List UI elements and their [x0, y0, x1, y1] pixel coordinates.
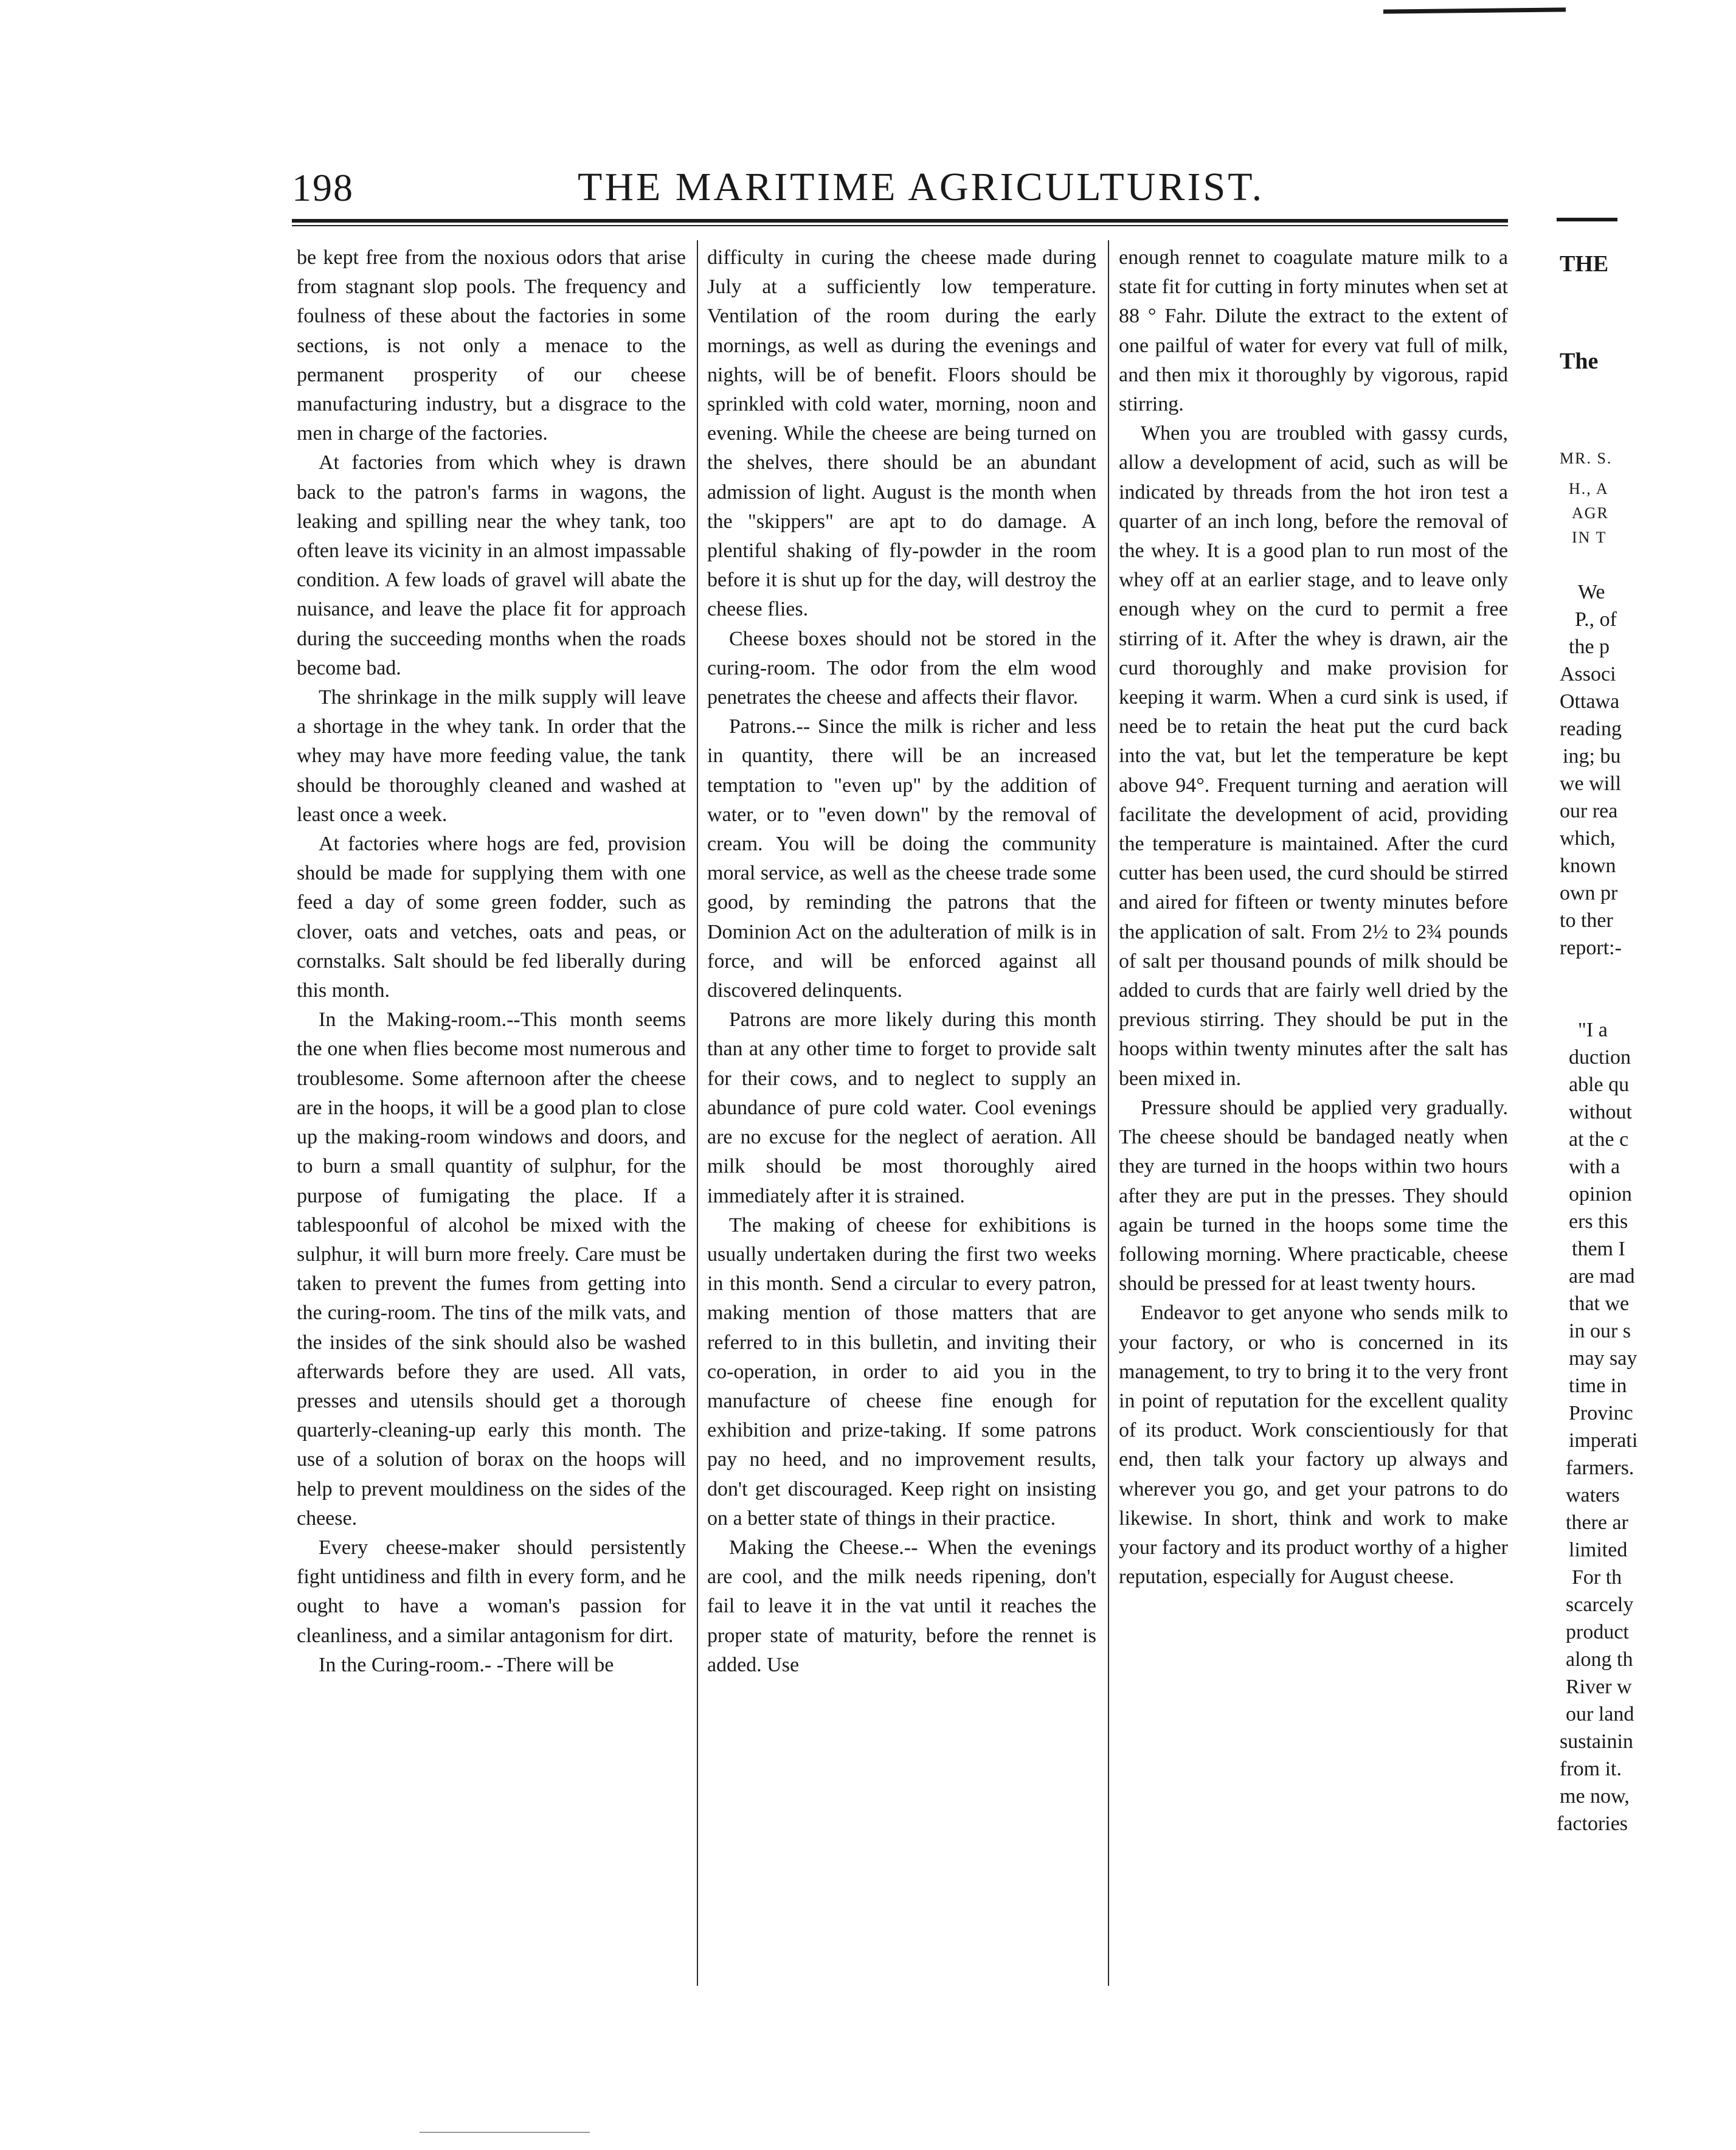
article-column-2 [707, 243, 1096, 1680]
adjacent-page-text-line: scarcely [1566, 1593, 1634, 1616]
adjacent-page-text-line: We [1578, 581, 1605, 603]
bottom-scan-mark [420, 2132, 590, 2133]
adjacent-page-text-line: waters [1566, 1484, 1620, 1507]
paragraph: The making of cheese for exhibitions is usually undertaken during the first two weeks in this month. Send a circular to every patron, making mention of those matters that are referred to in this bulletin, and inviting their co-operation, in order to aid you in the manufacture of cheese fine enough for exhibition and prize-taking. If some patrons pay no heed, and no improvement results, don't get discouraged. Keep right on insisting on a better state of things in their practice. [707, 1213, 1096, 1530]
adjacent-page-text-line: ers this [1569, 1210, 1628, 1233]
paragraph: At factories where hogs are fed, provision should be made for supplying them with one feed a day of some green fodder, such as clover, oats and vetches, oats and peas, or cornstalks. Salt should be fed liberally during this month. [297, 833, 686, 1002]
paragraph: When you are troubled with gassy curds, allow a development of acid, such as will be indicated by threads from the hot iron test a quarter of an inch long, before the removal of the whey. It is a good plan to run most of the whey off at an earlier stage, and to leave only enough whey on the curd to permit a free stirring of it. After the whey is drawn, air the curd thoroughly and make provision for keeping it warm. When a curd sink is used, if need be to retain the heat put the curd back into the vat, but let the temperature be kept above 94°. Frequent turning and aeration will facilitate the development of acid, providing the temperature is maintained. After the curd cutter has been used, the curd should be stirred and aired for fifteen or twenty minutes before the application of salt. From 2½ to 2¾ pounds of salt per thousand pounds of milk should be added to curds that are fairly well dried by the previous stirring. They should be put in the hoops within twenty minutes after the salt has been mixed in. [1119, 422, 1508, 1090]
adjacent-page-text-line: Ottawa [1560, 690, 1620, 713]
header-rule [292, 219, 1508, 223]
adjacent-page-text-line: reading [1560, 718, 1622, 740]
adjacent-page-text-line: known [1560, 855, 1616, 877]
paragraph: Pressure should be applied very gradually. The cheese should be bandaged neatly when they are turned in the hoops within two hours after they are put in the presses. They should again be turned in the hoops some time the following morning. Where practicable, cheese should be pressed for at least twenty hours. [1119, 1096, 1508, 1295]
column-divider [1108, 240, 1109, 1986]
adjacent-page-text-line: H., A [1569, 480, 1609, 498]
adjacent-page-text-line: "I a [1578, 1019, 1608, 1041]
paragraph: In the Curing-room.- -There will be [319, 1653, 614, 1676]
adjacent-page-text-line: able qu [1569, 1073, 1630, 1096]
adjacent-page-text-line: are mad [1569, 1265, 1635, 1288]
adjacent-page-text-line: which, [1560, 827, 1616, 850]
adjacent-page-text-line: there ar [1566, 1511, 1628, 1534]
adjacent-page-text-line: imperati [1569, 1429, 1638, 1452]
paragraph: Every cheese-maker should persistently fight untidiness and filth in every form, and he ought to have a woman's passion for cleanliness, and a similar antagonism for dirt. [297, 1536, 686, 1647]
adjacent-page-text-line: to ther [1560, 909, 1613, 932]
paragraph: In the Making-room.--This month seems the one when flies become most numerous and troublesome. Some afternoon after the cheese are in the hoops, it will be a good plan to close up the making-room windows and doors, and to burn a small quantity of sulphur, for the purpose of fumigating the place. If a tablespoonful of alcohol be mixed with the sulphur, it will burn more freely. Care must be taken to prevent the fumes from getting into the curing-room. The tins of the milk vats, and the insides of the sink should also be washed afterwards before they are used. All vats, presses and utensils should get a thorough quarterly-cleaning-up early this month. The use of a solution of borax on the hoops will help to prevent mouldiness on the sides of the cheese. [297, 1008, 686, 1530]
article-column-3 [1119, 243, 1508, 1592]
adjacent-page-text-line: River w [1566, 1676, 1632, 1698]
paragraph: Patrons.-- Since the milk is richer and less in quantity, there will be an increased temptation to "even up" by the addition of water, or to "even down" by the removal of cream. You will be doing the community moral service, as well as the cheese trade some good, by reminding the patrons that the Dominion Act on the adulteration of milk is in force, and will be enforced against all discovered delinquents. [707, 715, 1096, 1002]
adjacent-page-text-line: THE [1560, 251, 1609, 277]
header-rule-thin [292, 225, 1508, 226]
adjacent-page-text-line: may say [1569, 1347, 1637, 1370]
adjacent-page-text-line: the p [1569, 636, 1610, 658]
adjacent-page-text-line: IN T [1572, 529, 1607, 546]
page-number: 198 [292, 166, 354, 209]
adjacent-page-text-line: MR. S. [1560, 449, 1613, 467]
adjacent-page-text-line: we will [1560, 772, 1622, 795]
adjacent-page-text-line: sustainin [1560, 1730, 1633, 1753]
adjacent-page-text-line: at the c [1569, 1128, 1629, 1151]
adjacent-page-text-line: P., of [1575, 608, 1617, 631]
adjacent-page-text-line: them I [1572, 1238, 1625, 1260]
adjacent-page-text-line: without [1569, 1101, 1632, 1123]
top-edge-rule [1383, 7, 1566, 13]
adjacent-page-text-line: report:- [1560, 937, 1622, 959]
adjacent-page-fragment [1554, 219, 1736, 2104]
adjacent-page-text-line: opinion [1569, 1183, 1632, 1205]
adjacent-page-text-line: AGR [1572, 504, 1609, 522]
paragraph: Patrons are more likely during this month than at any other time to forget to provide salt for their cows, and to neglect to supply an abundance of pure cold water. Cool evenings are no excuse for the neglect of aeration. All milk should be most thoroughly aired immediately after it is strained. [707, 1008, 1096, 1207]
adjacent-page-text-line: along th [1566, 1648, 1633, 1671]
adjacent-page-text-line: ing; bu [1563, 745, 1621, 768]
adjacent-page-text-line: from it. [1560, 1758, 1622, 1780]
adjacent-page-text-line: our rea [1560, 800, 1618, 822]
adjacent-page-text-line: Provinc [1569, 1402, 1633, 1424]
adjacent-page-text-line: For th [1572, 1566, 1622, 1589]
adjacent-page-text-line: limited [1569, 1539, 1628, 1561]
adjacent-page-text-line: factories [1557, 1812, 1628, 1835]
adjacent-page-text-line: in our s [1569, 1320, 1631, 1342]
paragraph: Endeavor to get anyone who sends milk to your factory, or who is concerned in its management, to try to bring it to the very front in point of reputation for the excellent quality of its product. Work conscientiously for that end, then talk your factory up always and wherever you go, and get your patrons to do likewise. In short, think and work to make your factory and its product worthy of a higher reputation, especially for August cheese. [1119, 1302, 1508, 1589]
adjacent-page-text-line: Associ [1560, 663, 1616, 685]
adjacent-page-text-line: The [1560, 349, 1599, 374]
article-column-1 [297, 243, 686, 1680]
paragraph: difficulty in curing the cheese made during July at a sufficiently low temperature. Ventilation of the room during the early mornings, as well as during the evenings and nights, will be of benefit. Floors should be sprinkled with cold water, morning, noon and evening. While the cheese are being turned on the shelves, there should be an abundant admission of light. August is the month when the "skippers" are apt to do damage. A plentiful shaking of fly-powder in the room before it is shut up for the day, will destroy the cheese flies. [707, 246, 1096, 621]
paragraph: Making the Cheese.-- When the evenings are cool, and the milk needs ripening, don't fail to leave it in the vat until it reaches the proper state of maturity, before the rennet is added. Use [707, 1536, 1096, 1676]
adjacent-page-text-line: farmers. [1566, 1457, 1634, 1479]
adjacent-page-text-line: own pr [1560, 882, 1618, 904]
adjacent-page-text-line: our land [1566, 1703, 1634, 1725]
adjacent-page-text-line: product [1566, 1621, 1629, 1643]
paragraph: be kept free from the noxious odors that arise from stagnant slop pools. The frequency and foulness of these about the factories in some sections, is not only a menace to the permanent prosperity of our cheese manufacturing industry, but a disgrace to the men in charge of the factories. [297, 246, 686, 445]
column-divider [697, 240, 698, 1986]
adjacent-page-text-line: duction [1569, 1046, 1631, 1069]
paragraph: At factories from which whey is drawn back to the patron's farms in wagons, the leaking and spilling near the whey tank, too often leave its vicinity in an almost impassable condition. A few loads of gravel will abate the nuisance, and leave the place fit for approach during the succeeding months when the roads become bad. [297, 451, 686, 679]
publication-title: THE MARITIME AGRICULTURIST. [578, 165, 1265, 209]
page-header [292, 159, 1532, 220]
paragraph: Cheese boxes should not be stored in the curing-room. The odor from the elm wood penetrates the cheese and affects their flavor. [707, 627, 1096, 709]
adjacent-page-text-line: with a [1569, 1156, 1620, 1178]
adjacent-page-text-line: that we [1569, 1292, 1630, 1315]
paragraph: enough rennet to coagulate mature milk to a state fit for cutting in forty minutes when set at 88 ° Fahr. Dilute the extract to the extent of one pailful of water for every vat full of milk, and then mix it thoroughly by vigorous, rapid stirring. [1119, 246, 1508, 416]
adjacent-page-text-line: me now, [1560, 1785, 1630, 1808]
adjacent-page-text-line: time in [1569, 1375, 1627, 1397]
paragraph: The shrinkage in the milk supply will leave a shortage in the whey tank. In order that the whey may have more feeding value, the tank should be thoroughly cleaned and washed at least once a week. [297, 686, 686, 826]
